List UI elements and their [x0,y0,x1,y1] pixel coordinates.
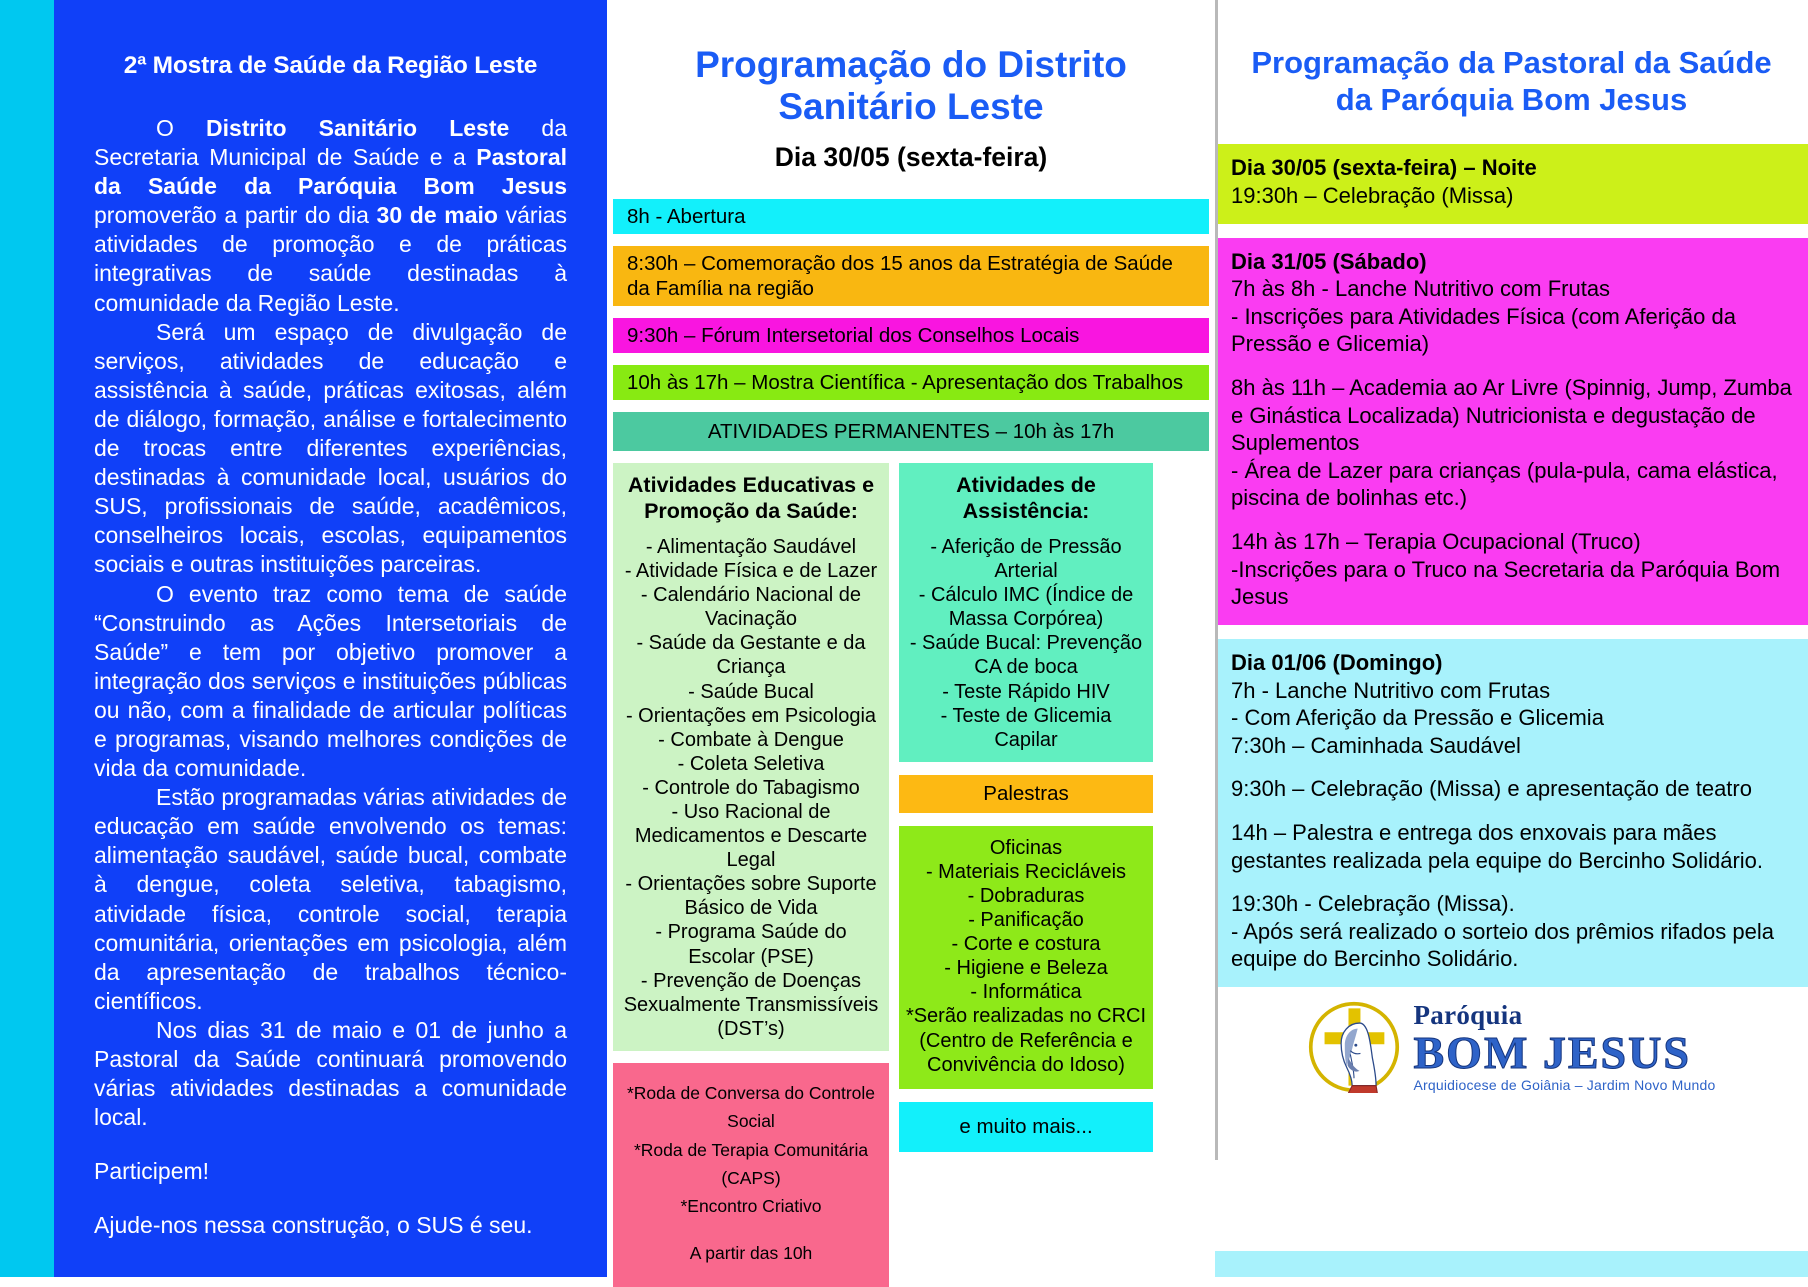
right-column [1215,0,1808,1277]
pastoral-line: - Após será realizado o sorteio dos prêmios rifados pela equipe do Bercinho Solidário. [1231,918,1774,972]
rodas-footer: A partir das 10h [689,1242,813,1263]
left-paragraph [94,1016,567,1132]
schedule-bars [607,199,1215,451]
pastoral-line: 7:30h – Caminhada Saudável [1231,732,1521,758]
oficinas-heading: Oficinas [989,836,1063,859]
body-text: Estão programadas várias atividades de educação em saúde envolvendo os temas: alimentação saudável, saúde bucal, combate à dengue, coleta seletiva, tabagismo, atividade física, controle social, terapia comunitária, orientações em psicologia, além da apresentação de trabalhos técnico-científicos. [94,784,567,1014]
list-item: - Saúde Bucal [688,680,814,703]
body-text: O evento traz como tema de saúde “Construindo as Ações Intersetoriais de Saúde” e tem por objetivo promover a integração dos serviços e instituições públicas ou não, com a finalidade de articular políticas e programas, visando melhores condições de vida da comunidade. [94,580,567,782]
logo-line-bomjesus: BOM JESUS [1413,1027,1691,1078]
left-paragraph [94,580,567,784]
list-item: - Saúde Bucal: Prevenção CA de boca [909,632,1143,679]
middle-title: Programação do Distrito Sanitário Leste [695,44,1127,128]
spacer [1231,512,1792,528]
bom-jesus-crest-icon [1308,1001,1400,1093]
schedule-bar: 8h - Abertura [613,199,1209,234]
pastoral-line: 14h às 17h – Terapia Ocupacional (Truco) [1231,529,1641,555]
oficinas-items [905,860,1147,1005]
left-panel-body [94,114,567,1240]
body-text: O [156,115,207,141]
pastoral-day-title: Dia 30/05 (sexta-feira) – Noite [1231,155,1537,181]
left-panel-title: 2ª Mostra de Saúde da Região Leste [123,52,538,79]
pastoral-line: - Inscrições para Atividades Física (com Aferição da Pressão e Glicemia) [1231,303,1736,357]
educational-heading: Atividades Educativas e Promoção da Saúde: [627,473,875,524]
list-item: - Materiais Recicláveis [925,860,1127,883]
educational-column [613,463,889,1287]
pastoral-line: 9:30h – Celebração (Missa) e apresentação de teatro [1231,776,1752,802]
list-item: *Roda de Conversa do Controle Social [626,1082,876,1132]
list-item: - Cálculo IMC (Índice de Massa Corpórea) [918,584,1134,631]
pastoral-day-block [1215,144,1808,223]
spacer [1231,803,1792,819]
pastoral-line: 7h às 8h - Lanche Nutritivo com Frutas [1231,276,1611,302]
left-paragraph [94,1211,567,1240]
list-item: - Calendário Nacional de Vacinação [640,584,862,631]
body-text: várias atividades de promoção e de práticas integrativas de saúde destinadas à comunidade da Região Leste. [94,202,567,316]
left-cyan-strip [0,0,54,1277]
pastoral-line: 8h às 11h – Academia ao Ar Livre (Spinnig, Jump, Zumba e Ginástica Localizada) Nutricionista e degustação de Suplementos [1231,375,1792,456]
emphasis-text: Pastoral da Saúde da Paróquia Bom Jesus [94,144,567,200]
logo-line-arquidiocese: Arquidiocese de Goiânia – Jardim Novo Mundo [1413,1077,1716,1093]
pastoral-day-title: Dia 31/05 (Sábado) [1231,248,1427,274]
list-item: - Higiene e Beleza [944,957,1108,980]
pastoral-line: 14h – Palestra e entrega dos enxovais para mães gestantes realizada pela equipe do Bercinho Solidário. [1231,819,1764,873]
list-item: - Saúde da Gestante e da Criança [636,632,866,679]
logo-wordmark [1414,1002,1716,1092]
oficinas-box [899,826,1153,1089]
list-item: - Coleta Seletiva [677,752,825,775]
pastoral-day-block [1215,238,1808,625]
spacer [1231,759,1792,775]
schedule-bar: ATIVIDADES PERMANENTES – 10h às 17h [613,412,1209,451]
list-item: - Controle do Tabagismo [642,776,860,799]
pastoral-line: - Com Aferição da Pressão e Glicemia [1231,705,1604,731]
body-text: Participem! [94,1158,210,1185]
muito-mais-bar: e muito mais... [899,1102,1153,1152]
pastoral-line: - Área de Lazer para crianças (pula-pula, cama elástica, piscina de bolinhas etc.) [1231,457,1778,511]
emphasis-text: 30 de maio [376,202,498,229]
pastoral-schedule-blocks [1215,144,1808,987]
body-text: Será um espaço de divulgação de serviços, atividades de educação e assistência à saúde, práticas exitosas, além de diálogo, formação, análise e fortalecimento de trocas entre diferentes experiências, destinadas à comunidade local, usuários do SUS, profissionais de saúde, acadêmicos, conselheiros locais, escolas, equipamentos sociais e outras instituições parceiras. [94,318,567,578]
assistance-column [899,463,1153,1151]
list-item: - Uso Racional de Medicamentos e Descarte Legal [634,800,868,872]
rodas-box [613,1063,889,1287]
permanent-activities-columns [613,463,1209,1287]
list-item: - Orientações em Psicologia [625,704,877,727]
emphasis-text: Distrito Sanitário Leste [206,115,510,141]
pastoral-line: 19:30h - Celebração (Missa). [1231,891,1515,917]
list-item: - Aferição de Pressão Arterial [930,535,1122,583]
column-divider [1215,0,1218,1160]
body-text: Ajude-nos nessa construção, o SUS é seu. [94,1212,533,1239]
right-title: Programação da Pastoral da Saúde da Paróquia Bom Jesus [1251,45,1772,118]
list-item: - Programa Saúde do Escolar (PSE) [655,921,847,968]
list-item: - Corte e costura [951,933,1101,956]
assistance-items [907,535,1145,752]
right-bottom-cyan-strip [1215,1251,1808,1277]
assistance-activities-box [899,463,1153,761]
parish-logo [1215,1001,1808,1093]
logo-line-paroquia: Paróquia [1413,1000,1523,1030]
rodas-items [621,1079,881,1221]
list-item: - Teste Rápido HIV [942,680,1110,703]
educational-items [621,535,881,1041]
pastoral-day-title: Dia 01/06 (Domingo) [1231,649,1443,675]
list-item: *Encontro Criativo [680,1196,822,1217]
left-paragraph [94,114,567,318]
schedule-bar: 9:30h – Fórum Intersetorial dos Conselhos Locais [613,318,1209,353]
list-item: - Dobraduras [967,884,1085,907]
pastoral-line: -Inscrições para o Truco na Secretaria da Paróquia Bom Jesus [1231,556,1781,610]
list-item: - Teste de Glicemia Capilar [940,704,1112,751]
pastoral-line: 19:30h – Celebração (Missa) [1231,182,1514,208]
list-item: - Atividade Física e de Lazer [624,560,878,583]
schedule-bar: 8:30h – Comemoração dos 15 anos da Estratégia de Saúde da Família na região [613,246,1209,306]
pastoral-day-block [1215,639,1808,987]
list-item: - Alimentação Saudável [645,535,857,558]
spacer [1231,874,1792,890]
palestras-bar: Palestras [899,775,1153,813]
middle-subtitle: Dia 30/05 (sexta-feira) [774,142,1048,173]
assistance-heading: Atividades de Assistência: [956,473,1096,524]
body-text: Nos dias 31 de maio e 01 de junho a Pastoral da Saúde continuará promovendo várias atividades destinadas a comunidade local. [94,1016,567,1131]
left-paragraph [94,783,567,1016]
left-paragraph [94,318,567,580]
list-item: *Roda de Terapia Comunitária (CAPS) [633,1139,869,1188]
list-item: - Prevenção de Doenças Sexualmente Transmissíveis (DST’s) [623,969,879,1040]
list-item: - Panificação [968,909,1084,932]
spacer [1231,358,1792,374]
left-paragraph [94,1157,567,1186]
middle-column [607,0,1215,1277]
schedule-bar: 10h às 17h – Mostra Científica - Apresentação dos Trabalhos [613,365,1209,400]
educational-activities-box [613,463,889,1051]
body-text: promoverão a partir do dia [94,202,377,229]
left-info-panel [54,0,607,1277]
list-item: - Combate à Dengue [658,728,844,751]
pastoral-line: 7h - Lanche Nutritivo com Frutas [1231,677,1551,703]
body-text: da Secretaria Municipal de Saúde e a [94,115,568,171]
oficinas-note: *Serão realizadas no CRCI (Centro de Referência e Convivência do Idoso) [905,1005,1147,1076]
list-item: - Orientações sobre Suporte Básico de Vida [625,873,877,920]
list-item: - Informática [970,981,1082,1004]
